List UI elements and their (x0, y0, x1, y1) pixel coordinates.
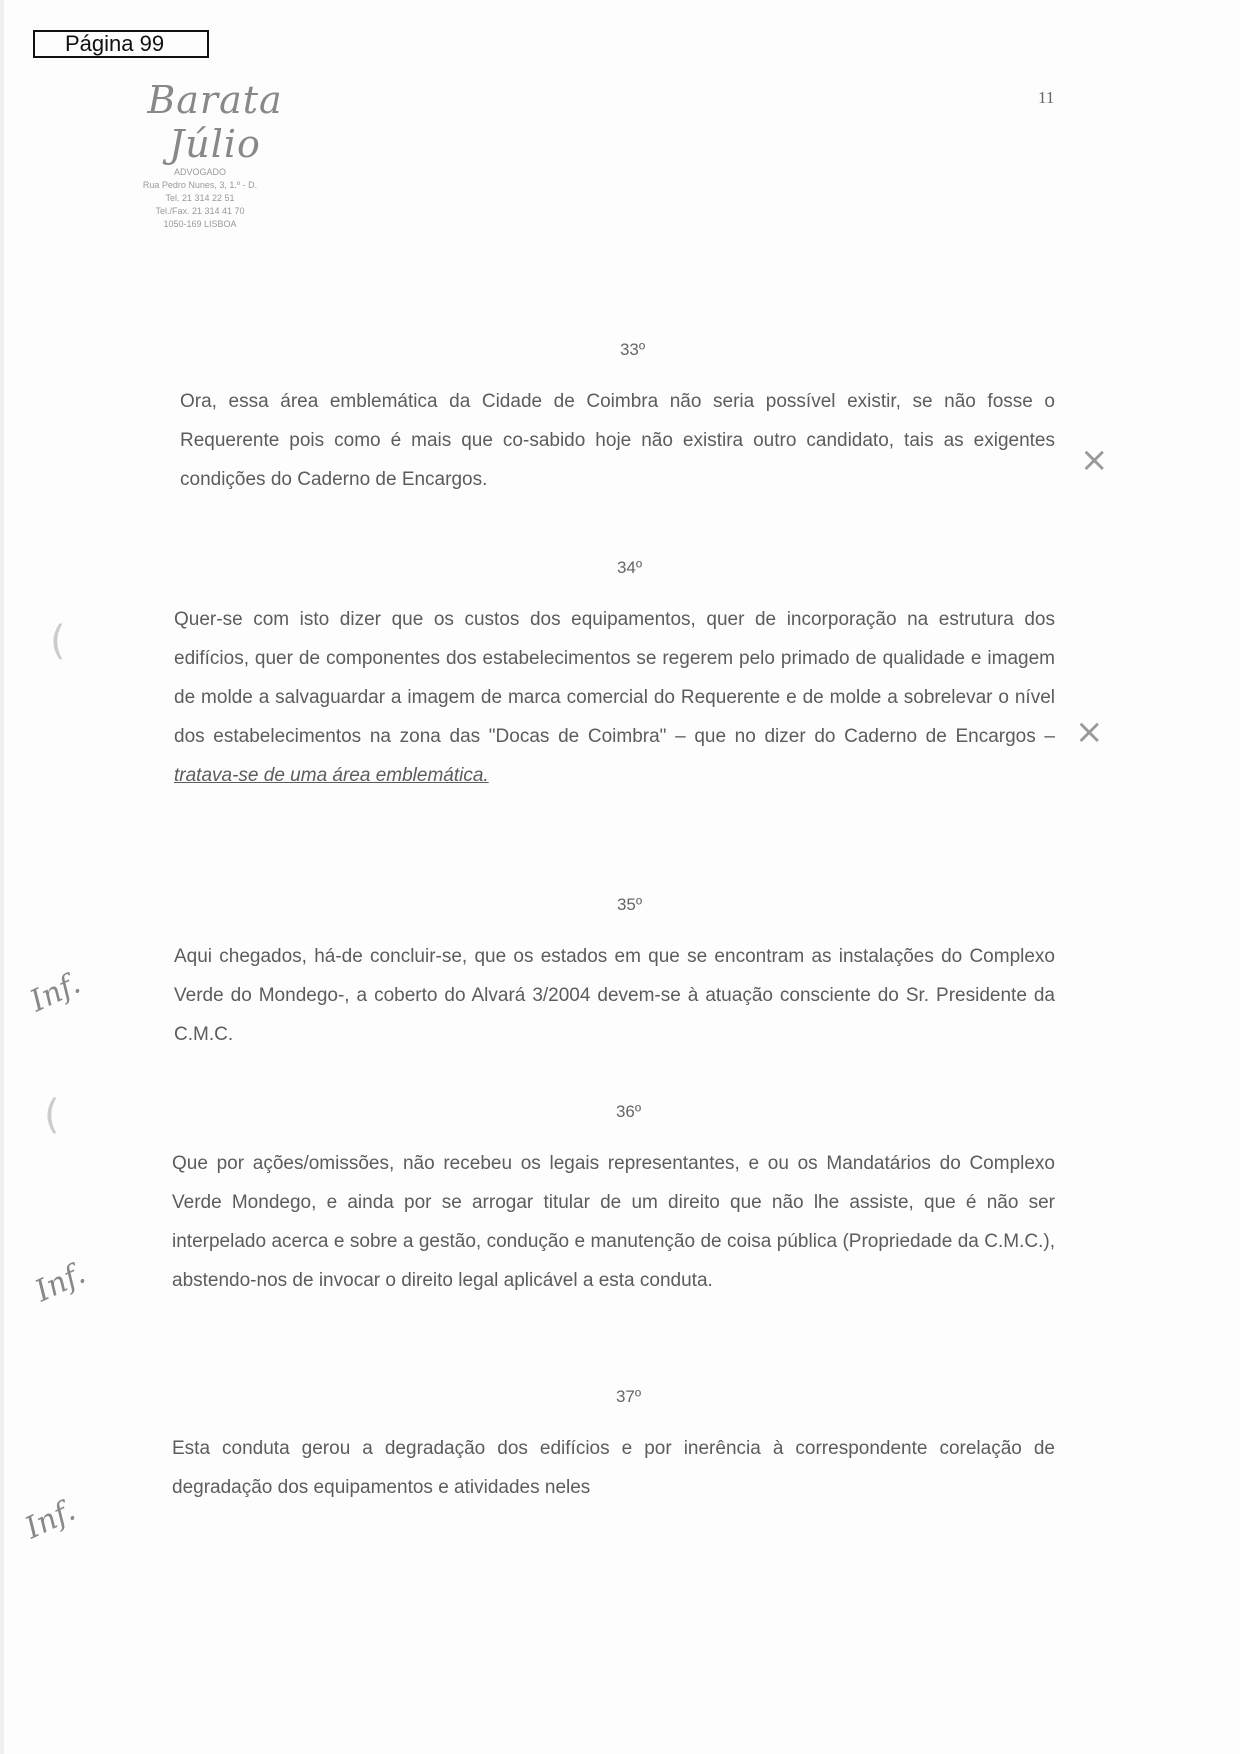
article-number: 34º (616, 558, 643, 577)
article-emphasis: tratava-se de uma área emblemática. (174, 765, 489, 786)
article-number: 33º (619, 340, 646, 359)
letterhead-phone: Tel. 21 314 22 51 (165, 193, 235, 203)
page-number: 11 (1038, 88, 1055, 107)
x-mark-icon: × (1075, 712, 1104, 752)
article-35 (174, 895, 1055, 1054)
letterhead-address: Rua Pedro Nunes, 3, 1.º - D. (142, 180, 258, 190)
article-34 (174, 558, 1055, 795)
article-37 (172, 1387, 1055, 1507)
letterhead-role: ADVOGADO (173, 167, 226, 177)
article-text-main: Quer-se com isto dizer que os custos dos equipamentos, quer de incorporação na estrutura dos edifícios, quer de componentes dos estabelecimentos se regerem pelo primado de qualidade e imagem de molde a salvaguardar a imagem de marca comercial do Requerente e de molde a sobrelevar o nível dos estabelecimentos na zona das "Docas de Coimbra" – que no dizer do Caderno de Encargos – (174, 609, 1055, 747)
bracket-mark-icon: ( (50, 618, 66, 664)
article-text (174, 600, 1055, 795)
article-number: 37º (615, 1387, 642, 1406)
x-mark-icon: × (1080, 440, 1109, 480)
handwritten-note: Inf. (29, 1255, 91, 1310)
article-text: Aqui chegados, há-de concluir-se, que os estados em que se encontram as instalações do Complexo Verde do Mondego-, a coberto do Alvará 3/2004 devem-se à atuação consciente do Sr. Presidente da C.M.C. (174, 946, 1055, 1045)
article-text: Ora, essa área emblemática da Cidade de Coimbra não seria possível existir, se não fosse o Requerente pois como é mais que co-sabido hoje não existira outro candidato, tais as exigentes condições do Caderno de Encargos. (180, 391, 1055, 490)
article-number: 35º (616, 895, 643, 914)
letterhead (100, 78, 300, 231)
article-text: Que por ações/omissões, não recebeu os legais representantes, e ou os Mandatários do Complexo Verde Mondego, e ainda por se arrogar titular de um direito que não lhe assiste, que é não ser interpelado acerca e sobre a gestão, condução e manutenção de coisa pública (Propriedade da C.M.C.), abstendo-nos de invocar o direito legal aplicável a esta conduta. (172, 1153, 1055, 1291)
handwritten-note: Inf. (19, 1492, 81, 1547)
page-label: Página 99 (33, 30, 209, 58)
article-number: 36º (615, 1102, 642, 1121)
letterhead-city: 1050-169 LISBOA (163, 219, 237, 229)
letterhead-name: Barata Júlio (147, 78, 283, 166)
article-33 (180, 340, 1055, 499)
bracket-mark-icon: ( (44, 1092, 60, 1138)
handwritten-note: Inf. (24, 965, 86, 1020)
article-36 (172, 1102, 1055, 1300)
article-text: Esta conduta gerou a degradação dos edifícios e por inerência à correspondente corelação de degradação dos equipamentos e atividades neles (172, 1438, 1055, 1498)
scan-edge (0, 0, 4, 1754)
letterhead-fax: Tel./Fax. 21 314 41 70 (155, 206, 245, 216)
